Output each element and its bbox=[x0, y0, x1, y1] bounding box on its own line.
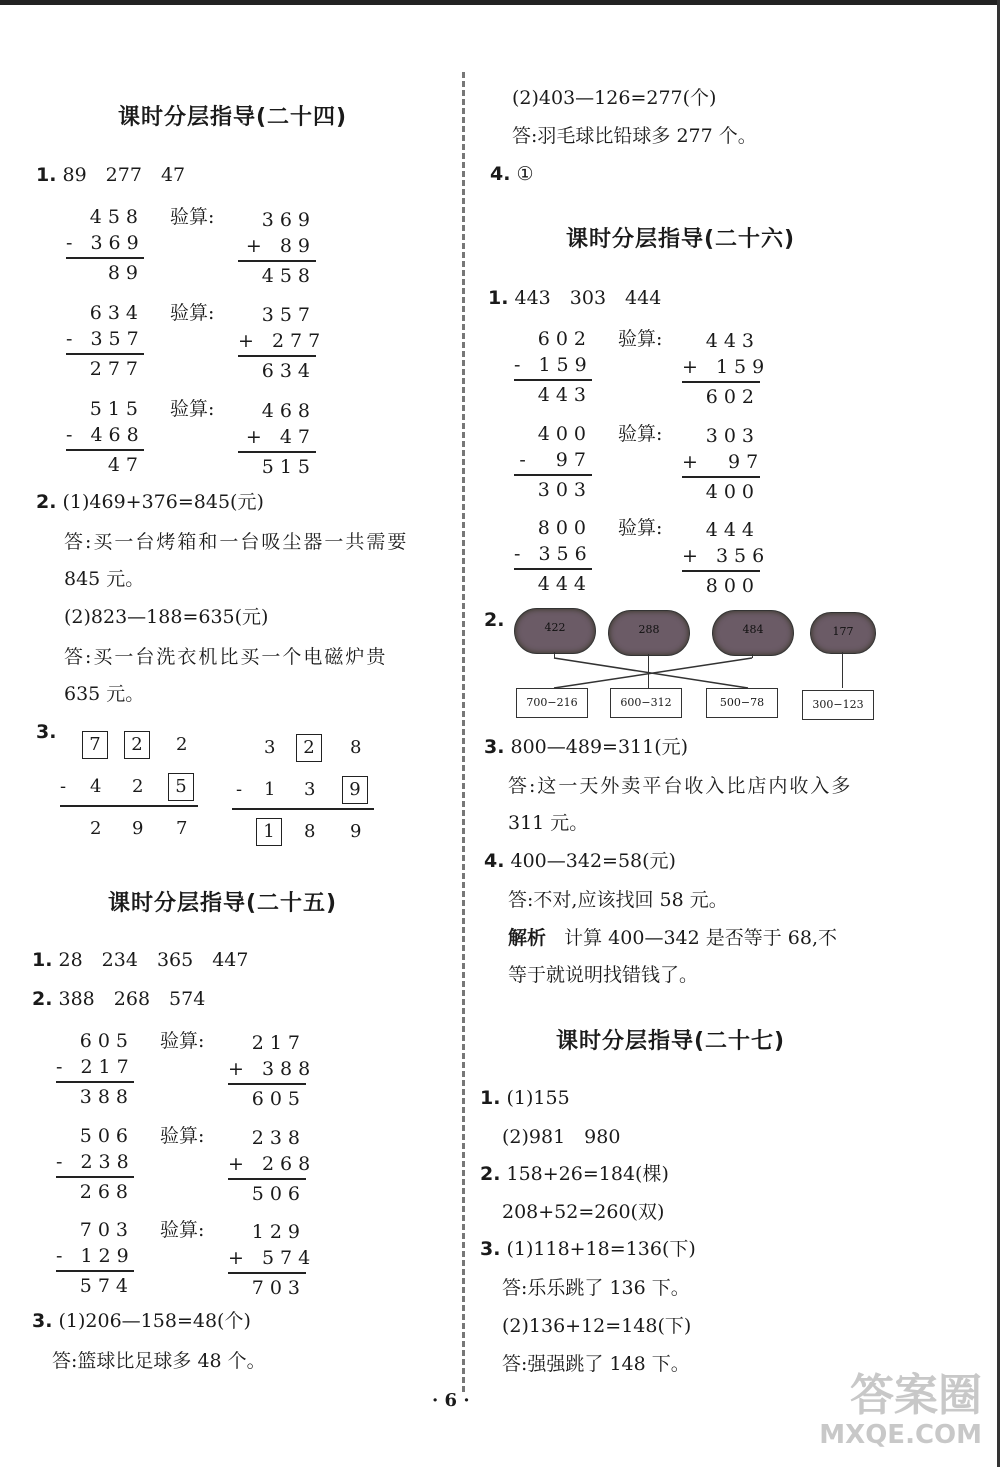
calc-line bbox=[238, 355, 316, 357]
s26-calc3-sub bbox=[514, 515, 592, 597]
calc-line bbox=[66, 449, 144, 451]
sum: 605 bbox=[251, 1088, 306, 1110]
calc-line bbox=[514, 568, 592, 570]
addend1: 217 bbox=[251, 1032, 306, 1054]
q-number: 3. bbox=[32, 1310, 53, 1332]
s24-q1-answers: 89 277 47 bbox=[62, 164, 186, 186]
analysis bbox=[508, 926, 837, 950]
calc-line bbox=[66, 257, 144, 259]
s26-q4 bbox=[484, 849, 676, 873]
s26-q1-answers: 443 303 444 bbox=[514, 287, 662, 309]
s23-q4 bbox=[490, 162, 534, 186]
s26-q2-number bbox=[484, 608, 504, 632]
q-number: 3. bbox=[36, 721, 57, 743]
minus-sign: - bbox=[60, 776, 67, 797]
equation: 400—342=58(元) bbox=[510, 850, 676, 872]
addend1: 303 bbox=[705, 425, 760, 447]
calc-line bbox=[56, 1081, 134, 1083]
check-label: 验算: bbox=[160, 1219, 205, 1241]
column-divider bbox=[462, 72, 465, 1392]
answer-box: 5 bbox=[168, 773, 194, 801]
addend2: + 574 bbox=[228, 1247, 317, 1269]
answer-line: 635 元。 bbox=[64, 683, 145, 705]
difference: 277 bbox=[89, 358, 144, 380]
watermark-logo bbox=[819, 1372, 982, 1450]
s24-q1 bbox=[36, 163, 185, 187]
s26-calc3-add bbox=[682, 517, 771, 599]
digit: 2 bbox=[176, 734, 188, 755]
addend1: 444 bbox=[705, 519, 760, 541]
calc-line bbox=[60, 805, 198, 807]
q-number: 2. bbox=[32, 988, 53, 1010]
s25-q1 bbox=[32, 948, 248, 972]
calc-line bbox=[514, 474, 592, 476]
s26-calc2-sub bbox=[514, 421, 592, 503]
addend1: 468 bbox=[261, 400, 316, 422]
s25-calc3-add bbox=[228, 1219, 317, 1301]
equation: (2)823—188=635(元) bbox=[64, 606, 269, 628]
q-number: 2. bbox=[484, 609, 505, 631]
number-cloud bbox=[810, 612, 876, 654]
equation: (1)118+18=136(下) bbox=[506, 1238, 696, 1260]
calc-line bbox=[682, 570, 760, 572]
answer-line: (1)155 bbox=[506, 1087, 570, 1109]
check-label: 验算: bbox=[170, 302, 215, 324]
section-25-title: 课时分层指导(二十五) bbox=[108, 891, 338, 916]
difference: 443 bbox=[537, 384, 592, 406]
s27-q2 bbox=[480, 1162, 669, 1186]
s24-q3-number bbox=[36, 720, 56, 744]
expression-box: 300−123 bbox=[802, 690, 874, 720]
answer-box: 7 bbox=[82, 731, 108, 759]
calc-line bbox=[682, 381, 760, 383]
q-number: 2. bbox=[36, 491, 57, 513]
s25-calc2-add bbox=[228, 1125, 317, 1207]
minuend: 800 bbox=[537, 517, 592, 539]
minuend: 634 bbox=[89, 302, 144, 324]
equation: (2)136+12=148(下) bbox=[502, 1315, 692, 1337]
answer-line: 答:不对,应该找回 58 元。 bbox=[508, 889, 728, 911]
digit: 9 bbox=[132, 818, 144, 839]
s26-calc1-sub bbox=[514, 326, 592, 408]
s24-calc2-add bbox=[238, 302, 327, 384]
answer-line: 答:篮球比足球多 48 个。 bbox=[52, 1350, 266, 1372]
cloud-value: 288 bbox=[638, 623, 660, 636]
s26-calc2-add bbox=[682, 423, 765, 505]
s27-q3 bbox=[480, 1237, 696, 1261]
s26-calc1-add bbox=[682, 328, 771, 410]
sum: 800 bbox=[705, 575, 760, 597]
answer-box: 2 bbox=[296, 734, 322, 762]
choice-answer: ① bbox=[516, 163, 534, 185]
digit: 1 bbox=[264, 779, 276, 800]
analysis-label: 解析 bbox=[508, 927, 547, 949]
subtrahend: - 159 bbox=[514, 354, 593, 376]
subtrahend: - 97 bbox=[519, 449, 592, 471]
q-number: 1. bbox=[32, 949, 53, 971]
difference: 268 bbox=[79, 1181, 134, 1203]
s25-q2-answers: 388 268 574 bbox=[58, 988, 206, 1010]
answer-box: 9 bbox=[342, 776, 368, 804]
sum: 602 bbox=[705, 386, 760, 408]
cloud-value: 484 bbox=[742, 623, 764, 636]
s27-q1 bbox=[480, 1086, 570, 1110]
minuend: 515 bbox=[89, 398, 144, 420]
answer-line: 答:这一天外卖平台收入比店内收入多 bbox=[508, 775, 853, 797]
answer-line: 答:买一台洗衣机比买一个电磁炉贵 bbox=[64, 646, 388, 668]
addend2: + 97 bbox=[682, 451, 765, 473]
q-number: 4. bbox=[490, 163, 511, 185]
s24-calc2-sub bbox=[66, 300, 144, 382]
digit: 7 bbox=[176, 818, 188, 839]
top-border bbox=[0, 0, 1000, 5]
equation: 208+52=260(双) bbox=[502, 1201, 665, 1223]
answer-line: 答:买一台烤箱和一台吸尘器一共需要 bbox=[64, 531, 409, 553]
digit: 8 bbox=[304, 821, 316, 842]
s25-q1-answers: 28 234 365 447 bbox=[58, 949, 249, 971]
cloud-value: 422 bbox=[544, 621, 566, 634]
answer-line: 311 元。 bbox=[508, 812, 589, 834]
minuend: 506 bbox=[79, 1125, 134, 1147]
minuend: 605 bbox=[79, 1030, 134, 1052]
equation: (2)403—126=277(个) bbox=[512, 87, 717, 109]
sum: 634 bbox=[261, 360, 316, 382]
addend2: + 277 bbox=[238, 330, 327, 352]
subtrahend: - 238 bbox=[56, 1151, 135, 1173]
s24-calc1-add bbox=[238, 207, 316, 289]
check-label: 验算: bbox=[170, 398, 215, 420]
s24-calc1-sub bbox=[66, 204, 144, 286]
calc-line bbox=[228, 1083, 306, 1085]
addend2: + 356 bbox=[682, 545, 771, 567]
difference: 47 bbox=[107, 454, 144, 476]
sum: 506 bbox=[251, 1183, 306, 1205]
s25-calc3-sub bbox=[56, 1217, 134, 1299]
difference: 388 bbox=[79, 1086, 134, 1108]
answer-line: (2)981 980 bbox=[502, 1126, 621, 1148]
expression-box: 500−78 bbox=[706, 688, 778, 718]
watermark-text: 答案圈 bbox=[850, 1370, 982, 1421]
check-label: 验算: bbox=[618, 328, 663, 350]
equation: (1)206—158=48(个) bbox=[58, 1310, 251, 1332]
sum: 703 bbox=[251, 1277, 306, 1299]
minuend: 458 bbox=[89, 206, 144, 228]
analysis-text: 计算 400—342 是否等于 68,不 bbox=[564, 927, 838, 949]
difference: 303 bbox=[537, 479, 592, 501]
subtrahend: - 356 bbox=[514, 543, 593, 565]
s24-calc3-add bbox=[238, 398, 316, 480]
s25-calc2-sub bbox=[56, 1123, 134, 1205]
answer-box: 2 bbox=[124, 731, 150, 759]
minuend: 703 bbox=[79, 1219, 134, 1241]
section-26-title: 课时分层指导(二十六) bbox=[566, 227, 796, 252]
s24-calc3-sub bbox=[66, 396, 144, 478]
s24-q2-1 bbox=[36, 490, 264, 514]
watermark-url: MXQE.COM bbox=[819, 1420, 982, 1450]
q-number: 2. bbox=[480, 1163, 501, 1185]
q-number: 1. bbox=[488, 287, 509, 309]
answer-line: 答:强强跳了 148 下。 bbox=[502, 1353, 690, 1375]
difference: 444 bbox=[537, 573, 592, 595]
digit: 3 bbox=[264, 737, 276, 758]
answer-line: 答:乐乐跳了 136 下。 bbox=[502, 1277, 690, 1299]
addend1: 129 bbox=[251, 1221, 306, 1243]
expression-box: 700−216 bbox=[516, 688, 588, 718]
q-number: 1. bbox=[480, 1087, 501, 1109]
addend1: 238 bbox=[251, 1127, 306, 1149]
section-24-title: 课时分层指导(二十四) bbox=[118, 105, 348, 130]
answer-line: 845 元。 bbox=[64, 568, 145, 590]
s26-q3 bbox=[484, 735, 688, 759]
cloud-value: 177 bbox=[832, 625, 854, 638]
addend1: 369 bbox=[261, 209, 316, 231]
digit: 2 bbox=[132, 776, 144, 797]
addend2: + 47 bbox=[245, 426, 316, 448]
subtrahend: - 129 bbox=[56, 1245, 135, 1267]
answer-line: 答:羽毛球比铅球多 277 个。 bbox=[512, 125, 757, 147]
expression-box: 600−312 bbox=[610, 688, 682, 718]
q-number: 1. bbox=[36, 164, 57, 186]
section-27-title: 课时分层指导(二十七) bbox=[556, 1029, 786, 1054]
s26-q1 bbox=[488, 286, 661, 310]
difference: 574 bbox=[79, 1275, 134, 1297]
calc-line bbox=[238, 451, 316, 453]
digit: 9 bbox=[350, 821, 362, 842]
s25-calc1-add bbox=[228, 1030, 317, 1112]
equation: 800—489=311(元) bbox=[510, 736, 689, 758]
minuend: 602 bbox=[537, 328, 592, 350]
addend2: + 388 bbox=[228, 1058, 317, 1080]
s25-q3 bbox=[32, 1309, 251, 1333]
sum: 400 bbox=[705, 481, 760, 503]
equation: (1)469+376=845(元) bbox=[62, 491, 264, 513]
addend1: 443 bbox=[705, 330, 760, 352]
page-number: · 6 · bbox=[432, 1390, 470, 1411]
s25-calc1-sub bbox=[56, 1028, 134, 1110]
subtrahend: - 217 bbox=[56, 1056, 135, 1078]
check-label: 验算: bbox=[170, 206, 215, 228]
calc-line bbox=[232, 808, 374, 810]
check-label: 验算: bbox=[160, 1030, 205, 1052]
sum: 515 bbox=[261, 456, 316, 478]
calc-line bbox=[56, 1176, 134, 1178]
q-number: 3. bbox=[480, 1238, 501, 1260]
calc-line bbox=[514, 379, 592, 381]
check-label: 验算: bbox=[618, 517, 663, 539]
analysis-text: 等于就说明找错钱了。 bbox=[508, 964, 699, 986]
subtrahend: - 357 bbox=[66, 328, 145, 350]
subtrahend: - 468 bbox=[66, 424, 145, 446]
addend2: + 159 bbox=[682, 356, 771, 378]
calc-line bbox=[66, 353, 144, 355]
difference: 89 bbox=[107, 262, 144, 284]
s25-q2 bbox=[32, 987, 205, 1011]
number-cloud bbox=[514, 608, 596, 654]
subtrahend: - 369 bbox=[66, 232, 145, 254]
answer-box: 1 bbox=[256, 818, 282, 846]
calc-line bbox=[228, 1178, 306, 1180]
sum: 458 bbox=[261, 265, 316, 287]
digit: 8 bbox=[350, 737, 362, 758]
minus-sign: - bbox=[236, 779, 243, 800]
calc-line bbox=[238, 260, 316, 262]
q-number: 3. bbox=[484, 736, 505, 758]
digit: 4 bbox=[90, 776, 102, 797]
digit: 2 bbox=[90, 818, 102, 839]
check-label: 验算: bbox=[618, 423, 663, 445]
calc-line bbox=[56, 1270, 134, 1272]
calc-line bbox=[682, 476, 760, 478]
minuend: 400 bbox=[537, 423, 592, 445]
addend2: + 89 bbox=[245, 235, 316, 257]
digit: 3 bbox=[304, 779, 316, 800]
equation: 158+26=184(棵) bbox=[506, 1163, 669, 1185]
q-number: 4. bbox=[484, 850, 505, 872]
check-label: 验算: bbox=[160, 1125, 205, 1147]
addend2: + 268 bbox=[228, 1153, 317, 1175]
calc-line bbox=[228, 1272, 306, 1274]
addend1: 357 bbox=[261, 304, 316, 326]
